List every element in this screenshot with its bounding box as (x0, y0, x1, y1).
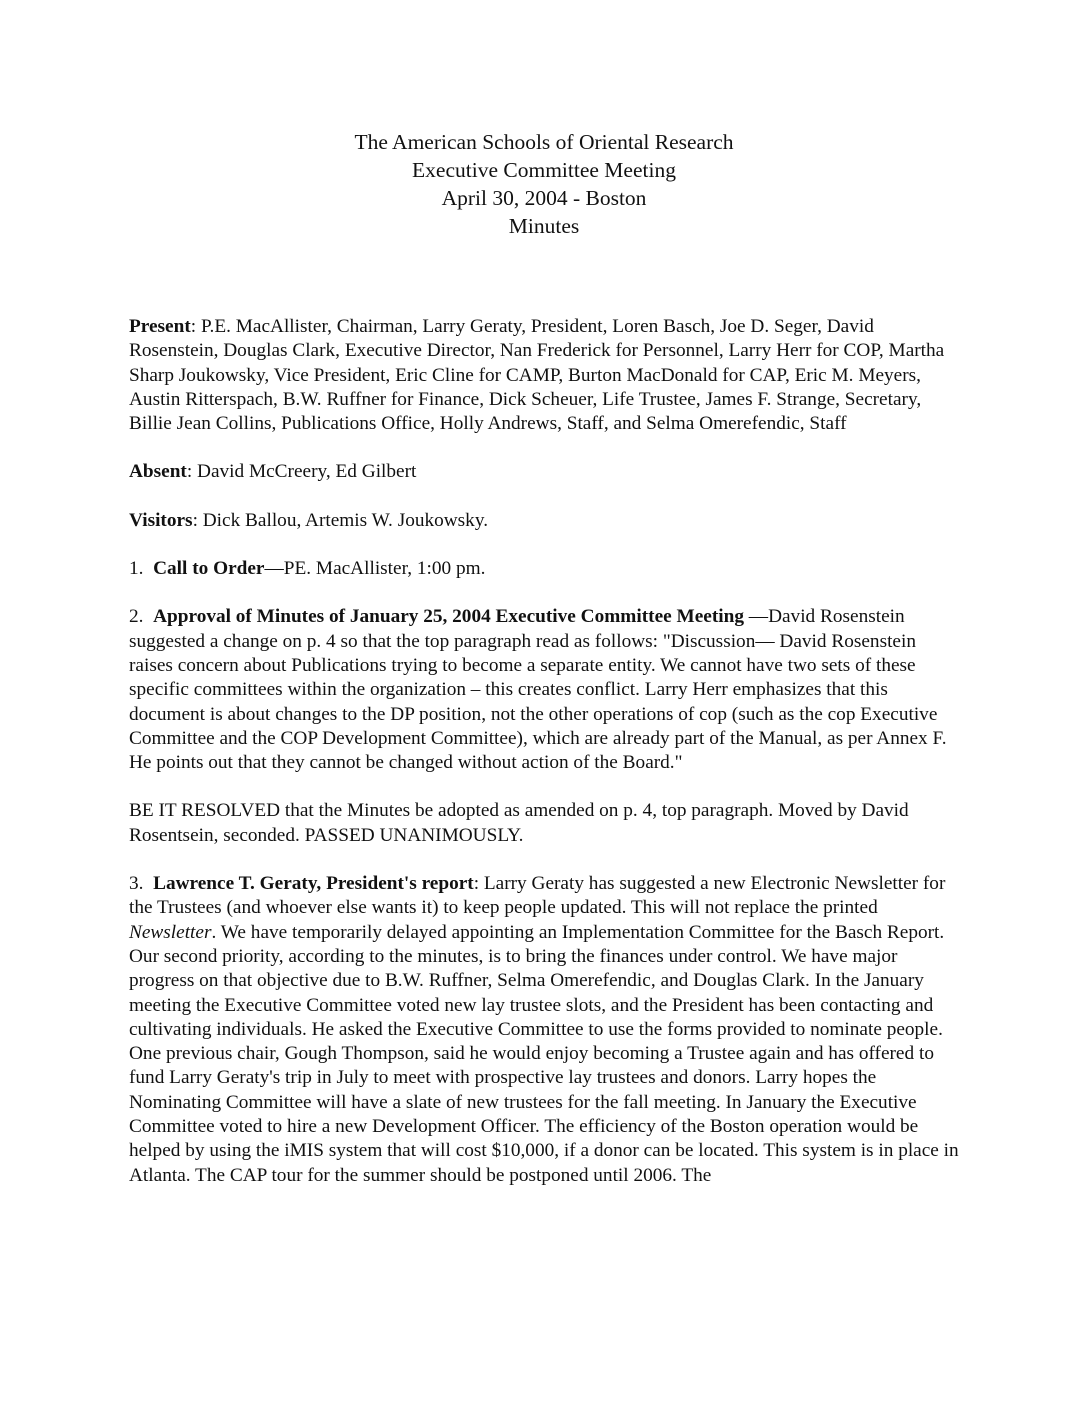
present-label: Present (129, 316, 191, 337)
item-3-number: 3. (129, 873, 154, 895)
resolution-paragraph: BE IT RESOLVED that the Minutes be adopted as amended on p. 4, top paragraph. Moved by David Rosentsein, seconded. PASSED UNANIMOUSLY. (129, 800, 909, 846)
item-2-heading: Approval of Minutes of January 25, 2004 Executive Committee Meeting (153, 606, 744, 628)
meeting-title: Executive Committee Meeting (412, 158, 676, 182)
absent-label: Absent (129, 461, 187, 483)
organization-title: The American Schools of Oriental Research (354, 130, 734, 154)
item-2-number: 2. (129, 606, 154, 628)
item-2-paragraph (129, 605, 959, 775)
item-3-heading: Lawrence T. Geraty, President's report (153, 873, 474, 895)
document-header (0, 128, 1088, 240)
meeting-date-location: April 30, 2004 - Boston (441, 186, 647, 210)
document-type: Minutes (508, 214, 580, 238)
present-text: : P.E. MacAllister, Chairman, Larry Geraty, President, Loren Basch, Joe D. Seger, David Rosenstein, Douglas Clark, Executive Director, Nan Frederick for Personnel, Larry Herr for COP, Martha Sharp Joukowsky, Vice President, Eric Cline for CAMP, Burton MacDonald for CAP, Eric M. Meyers, Austin Ritterspach, B.W. Ruffner for Finance, Dick Scheuer, Life Trustee, James F. Strange, Secretary, Billie Jean Collins, Publications Office, Holly Andrews, Staff, and Selma Omerefendic, Staff (129, 316, 945, 435)
item-1-heading: Call to Order (153, 558, 265, 580)
item-3-text-a: : Larry Geraty has suggested a new Electronic Newsletter for the Trustees (and whoever else wants it) to keep people updated. This will not replace the printed (129, 873, 946, 919)
visitors-paragraph (129, 509, 959, 533)
item-3-paragraph (129, 872, 959, 1188)
document-body (129, 315, 959, 1188)
present-paragraph (129, 315, 959, 436)
item-3-text-b: . We have temporarily delayed appointing an Implementation Committee for the Basch Report. Our second priority, according to the minutes, is to bring the finances under control. We have major progress on that objective due to B.W. Ruffner, Selma Omerefendic, and Douglas Clark. In the January meeting the Executive Committee voted new lay trustee slots, and the President has been contacting and cultivating individuals. He asked the Executive Committee to use the forms provided to nominate people. One previous chair, Gough Thompson, said he would enjoy becoming a Trustee again and has offered to fund Larry Geraty's trip in July to meet with prospective lay trustees and donors. Larry hopes the Nominating Committee will have a slate of new trustees for the fall meeting. In January the Executive Committee voted to hire a new Development Officer. The efficiency of the Boston operation would be helped by using the iMIS system that will cost $10,000, if a donor can be located. This system is in place in Atlanta. The CAP tour for the summer should be postponed until 2006. The (129, 921, 959, 1186)
visitors-text: : Dick Ballou, Artemis W. Joukowsky. (192, 509, 489, 531)
item-1-text: —PE. MacAllister, 1:00 pm. (264, 558, 486, 580)
item-3-italic-newsletter: Newsletter (129, 921, 212, 943)
item-1-number: 1. (129, 558, 154, 580)
item-2-text: —David Rosenstein suggested a change on p. 4 so that the top paragraph read as follows: "Discussion— David Rosenstein raises concern about Publications trying to become a separate entity. We cannot have two sets of these specific committees within the organization – this creates conflict. Larry Herr emphasizes that this document is about changes to the DP position, not the other operations of cop (such as the cop Executive Committee and the COP Development Committee), which are already part of the Manual, as per Annex F. He points out that they cannot be changed without action of the Board." (129, 606, 947, 774)
absent-paragraph (129, 460, 959, 484)
item-1-paragraph (129, 557, 959, 581)
visitors-label: Visitors (129, 509, 193, 531)
absent-text: : David McCreery, Ed Gilbert (186, 461, 417, 483)
